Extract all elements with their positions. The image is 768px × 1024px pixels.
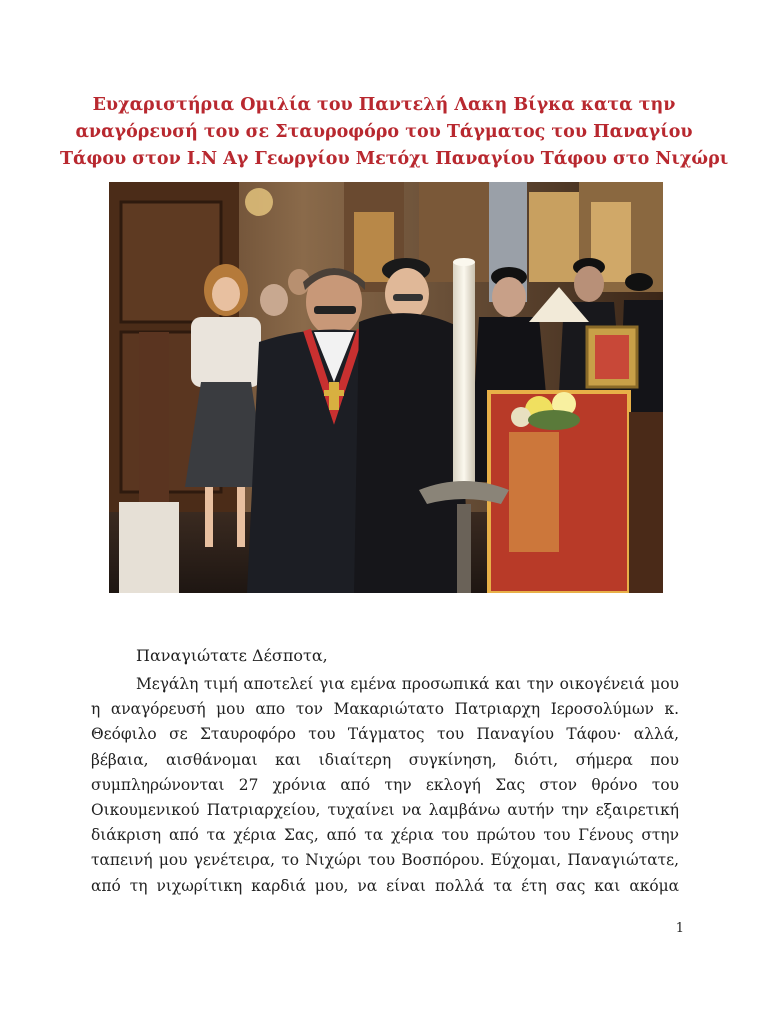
salutation: Παναγιώτατε Δέσποτα,: [136, 646, 328, 665]
body-line-9: από τη νιχωρίτικη καρδιά μου, να είναι πολλά τα έτη σας και ακόμα: [91, 876, 679, 895]
body-line-6: Οικουμενικού Πατριαρχείου, τυχαίνει να λαμβάνω αυτήν την εξαιρετική: [91, 801, 679, 820]
body-line-5: συμπληρώνονται 27 χρόνια από την εκλογή Σας στον θρόνο του: [91, 775, 679, 794]
body-line-7: διάκριση από τα χέρια Σας, από τα χέρια του πρώτου του Γένους στην: [91, 826, 679, 845]
body-paragraph: [91, 672, 679, 899]
body-line-8: ταπεινή μου γενέτειρα, το Νιχώρι του Βοσπόρου. Εύχομαι, Παναγιώτατε,: [91, 851, 679, 870]
body-line-4: βέβαια, αισθάνομαι και ιδιαίτερη συγκίνηση, διότι, σήμερα που: [91, 750, 679, 769]
title-line-1: Ευχαριστήρια Ομιλία του Παντελή Λακη Βίγκα κατα την: [92, 95, 676, 115]
page-number: 1: [675, 921, 684, 936]
title-line-2: αναγόρευσή του σε Σταυροφόρο του Τάγματος του Παναγίου: [75, 122, 693, 142]
body-line-3: Θεόφιλο σε Σταυροφόρο του Τάγματος του Παναγίου Τάφου· αλλά,: [91, 725, 679, 744]
body-line-2: η αναγόρευσή μου απο τον Μακαριώτατο Πατριαρχη Ιεροσολύμων κ.: [91, 700, 679, 719]
ceremony-photo: [109, 182, 663, 593]
title-line-3: Τάφου στον Ι.Ν Αγ Γεωργίου Μετόχι Παναγίου Τάφου στο Νιχώρι: [60, 149, 729, 169]
body-line-1: Μεγάλη τιμή αποτελεί για εμένα προσωπικά και την οικογένειά μου: [136, 675, 679, 693]
document-title: [60, 92, 729, 173]
